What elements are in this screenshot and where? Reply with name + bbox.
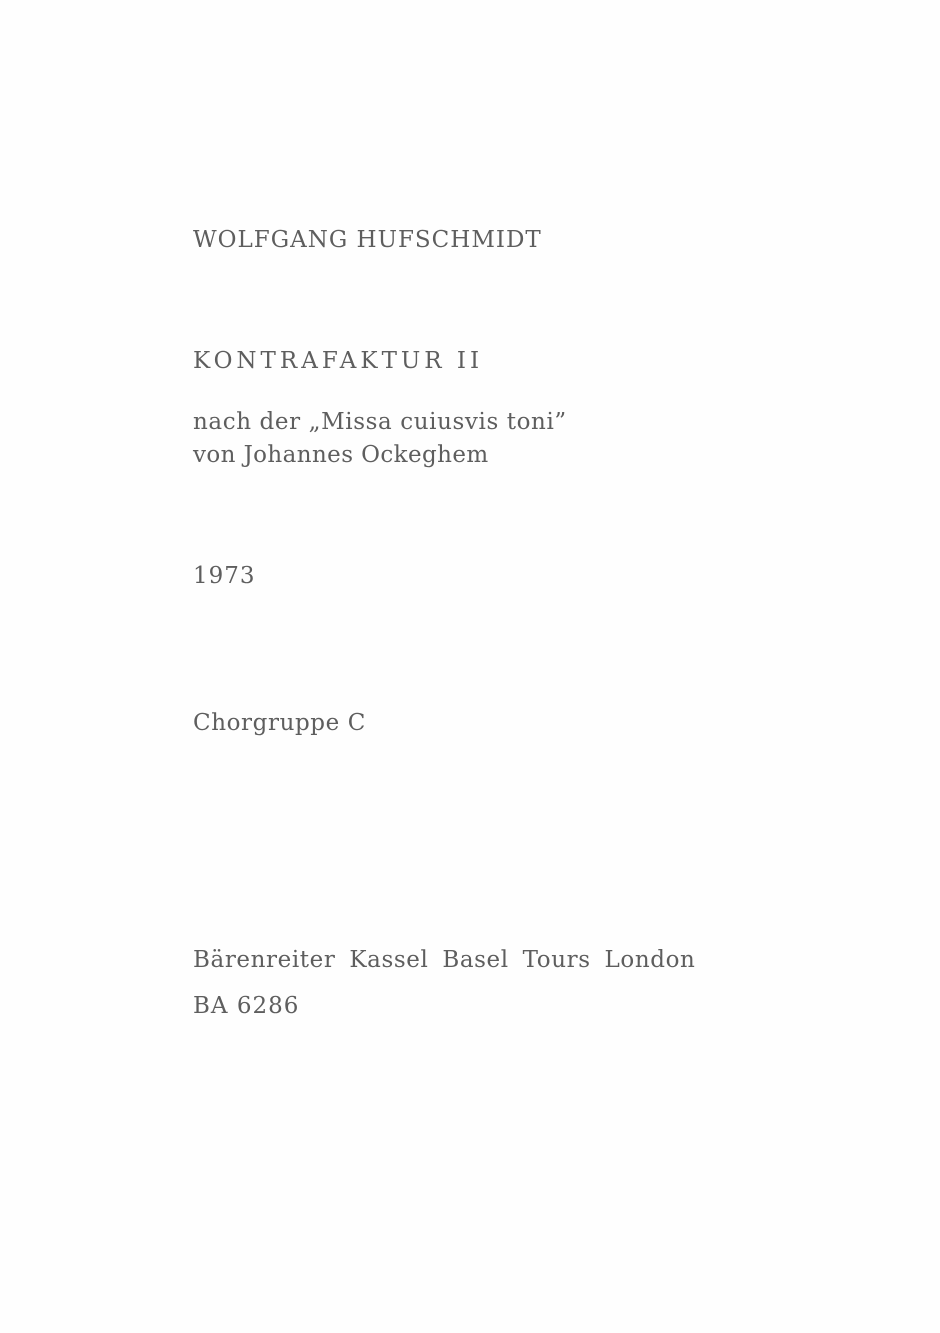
composer-name: WOLFGANG HUFSCHMIDT [193,227,542,253]
work-subtitle-line2: von Johannes Ockeghem [193,442,489,468]
catalog-number: BA 6286 [193,993,300,1019]
work-subtitle-line1: nach der „Missa cuiusvis toni” [193,409,567,435]
choir-group: Chorgruppe C [193,710,366,736]
publisher-line: Bärenreiter Kassel Basel Tours London [193,947,696,973]
composition-year: 1973 [193,563,256,589]
work-title: KONTRAFAKTUR II [193,348,484,374]
